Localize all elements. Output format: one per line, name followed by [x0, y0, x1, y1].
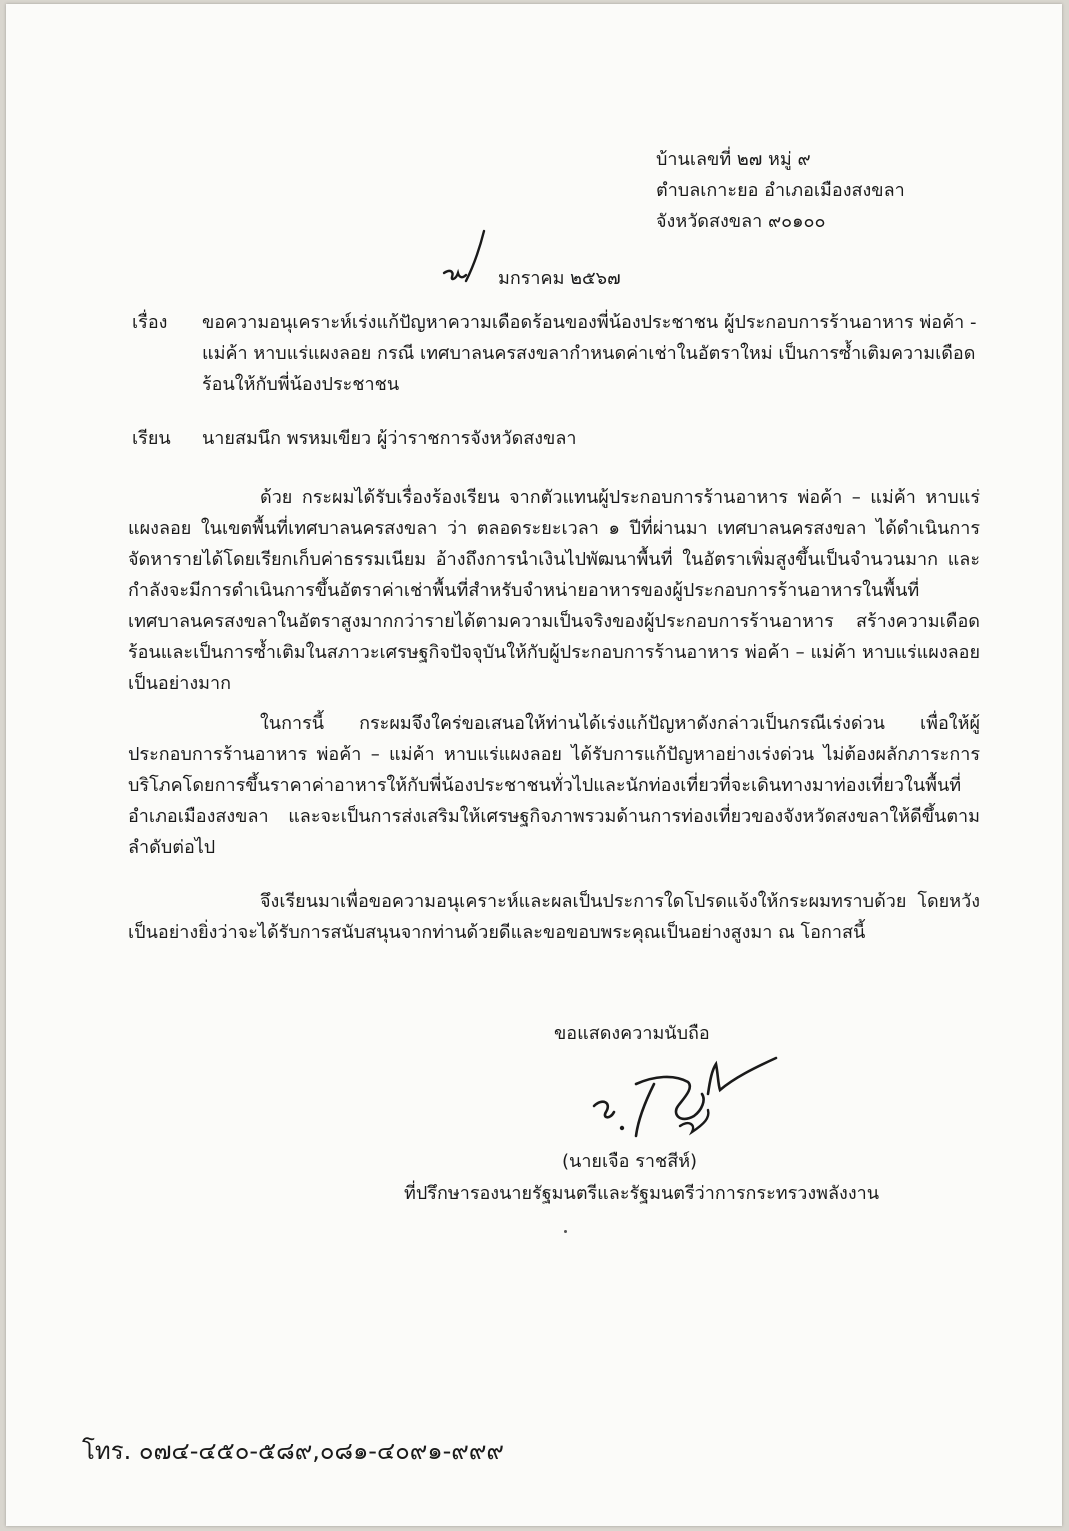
body-paragraph-1 — [128, 482, 980, 699]
date-day-handwritten — [440, 229, 500, 303]
body-paragraph-1-text: ด้วย กระผมได้รับเรื่องร้องเรียน จากตัวแทนผู้ประกอบการร้านอาหาร พ่อค้า – แม่ค้า หาบแร่แผงลอย ในเขตพื้นที่เทศบาลนครสงขลา ว่า ตลอดระยะเวลา ๑ ปีที่ผ่านมา เทศบาลนครสงขลา ได้ดำเนินการจัดหารายได้โดยเรียกเก็บค่าธรรมเนียม อ้างถึงการนำเงินไปพัฒนาพื้นที่ ในอัตราเพิ่มสูงขึ้นเป็นจำนวนมาก และกำลังจะมีการดำเนินการขึ้นอัตราค่าเช่าพื้นที่สำหรับจำหน่ายอาหารของผู้ประกอบการร้านอาหารในพื้นที่เทศบาลนครสงขลาในอัตราสูงมากกว่ารายได้ตามความเป็นจริงของผู้ประกอบการร้านอาหาร สร้างความเดือดร้อนและเป็นการซ้ำเติมในสภาวะเศรษฐกิจปัจจุบันให้กับผู้ประกอบการร้านอาหาร พ่อค้า – แม่ค้า หาบแร่แผงลอย เป็นอย่างมาก — [128, 487, 980, 694]
body-paragraph-2 — [128, 708, 980, 863]
date-day-mark — [440, 229, 500, 293]
letter-page — [6, 4, 1062, 1526]
sender-address — [656, 144, 956, 237]
handwritten-signature — [584, 1054, 804, 1144]
ink-dot — [564, 1230, 567, 1233]
body-paragraph-3 — [128, 886, 980, 948]
body-paragraph-2-text: ในการนี้ กระผมจึงใคร่ขอเสนอให้ท่านได้เร่งแก้ปัญหาดังกล่าวเป็นกรณีเร่งด่วน เพื่อให้ผู้ประกอบการร้านอาหาร พ่อค้า – แม่ค้า หาบแร่แผงลอย ได้รับการแก้ปัญหาอย่างเร่งด่วน ไม่ต้องผลักภาระการบริโภคโดยการขึ้นราคาค่าอาหารให้กับพี่น้องประชาชนทั่วไปและนักท่องเที่ยวที่จะเดินทางมาท่องเที่ยวในพื้นที่อำเภอเมืองสงขลา และจะเป็นการส่งเสริมให้เศรษฐกิจภาพรวมด้านการท่องเที่ยวของจังหวัดสงขลาให้ดีขึ้นตามลำดับต่อไป — [128, 713, 980, 858]
signer-position: ที่ปรึกษารองนายรัฐมนตรีและรัฐมนตรีว่าการกระทรวงพลังงาน — [404, 1183, 880, 1204]
footer-phone: โทร. ๐๗๔-๔๕๐-๕๘๙,๐๘๑-๔๐๙๑-๙๙๙ — [82, 1437, 504, 1465]
recipient-label: เรียน — [132, 428, 171, 449]
body-paragraph-3-text: จึงเรียนมาเพื่อขอความอนุเคราะห์และผลเป็นประการใดโปรดแจ้งให้กระผมทราบด้วย โดยหวังเป็นอย่างยิ่งว่าจะได้รับการสนับสนุนจากท่านด้วยดีและขอขอบพระคุณเป็นอย่างสูงมา ณ โอกาสนี้ — [128, 891, 980, 943]
letter-date — [440, 257, 840, 297]
date-month-year: มกราคม ๒๕๖๗ — [498, 268, 621, 289]
address-line-1: บ้านเลขที่ ๒๗ หมู่ ๙ — [656, 149, 811, 170]
signer-name: (นายเจือ ราชสีห์) — [562, 1151, 698, 1172]
address-line-3: จังหวัดสงขลา ๙๐๑๐๐ — [656, 211, 826, 232]
signature-mark — [584, 1054, 804, 1144]
recipient-text: นายสมนึก พรหมเขียว ผู้ว่าราชการจังหวัดสงขลา — [202, 428, 577, 449]
subject-label: เรื่อง — [132, 312, 168, 333]
closing-salutation: ขอแสดงความนับถือ — [554, 1023, 710, 1044]
address-line-2: ตำบลเกาะยอ อำเภอเมืองสงขลา — [656, 180, 905, 201]
subject-text: ขอความอนุเคราะห์เร่งแก้ปัญหาความเดือดร้อนของพี่น้องประชาชน ผู้ประกอบการร้านอาหาร พ่อค้า - แม่ค้า หาบแร่แผงลอย กรณี เทศบาลนครสงขลากำหนดค่าเช่าในอัตราใหม่ เป็นการซ้ำเติมความเดือดร้อนให้กับพี่น้องประชาชน — [202, 312, 977, 395]
